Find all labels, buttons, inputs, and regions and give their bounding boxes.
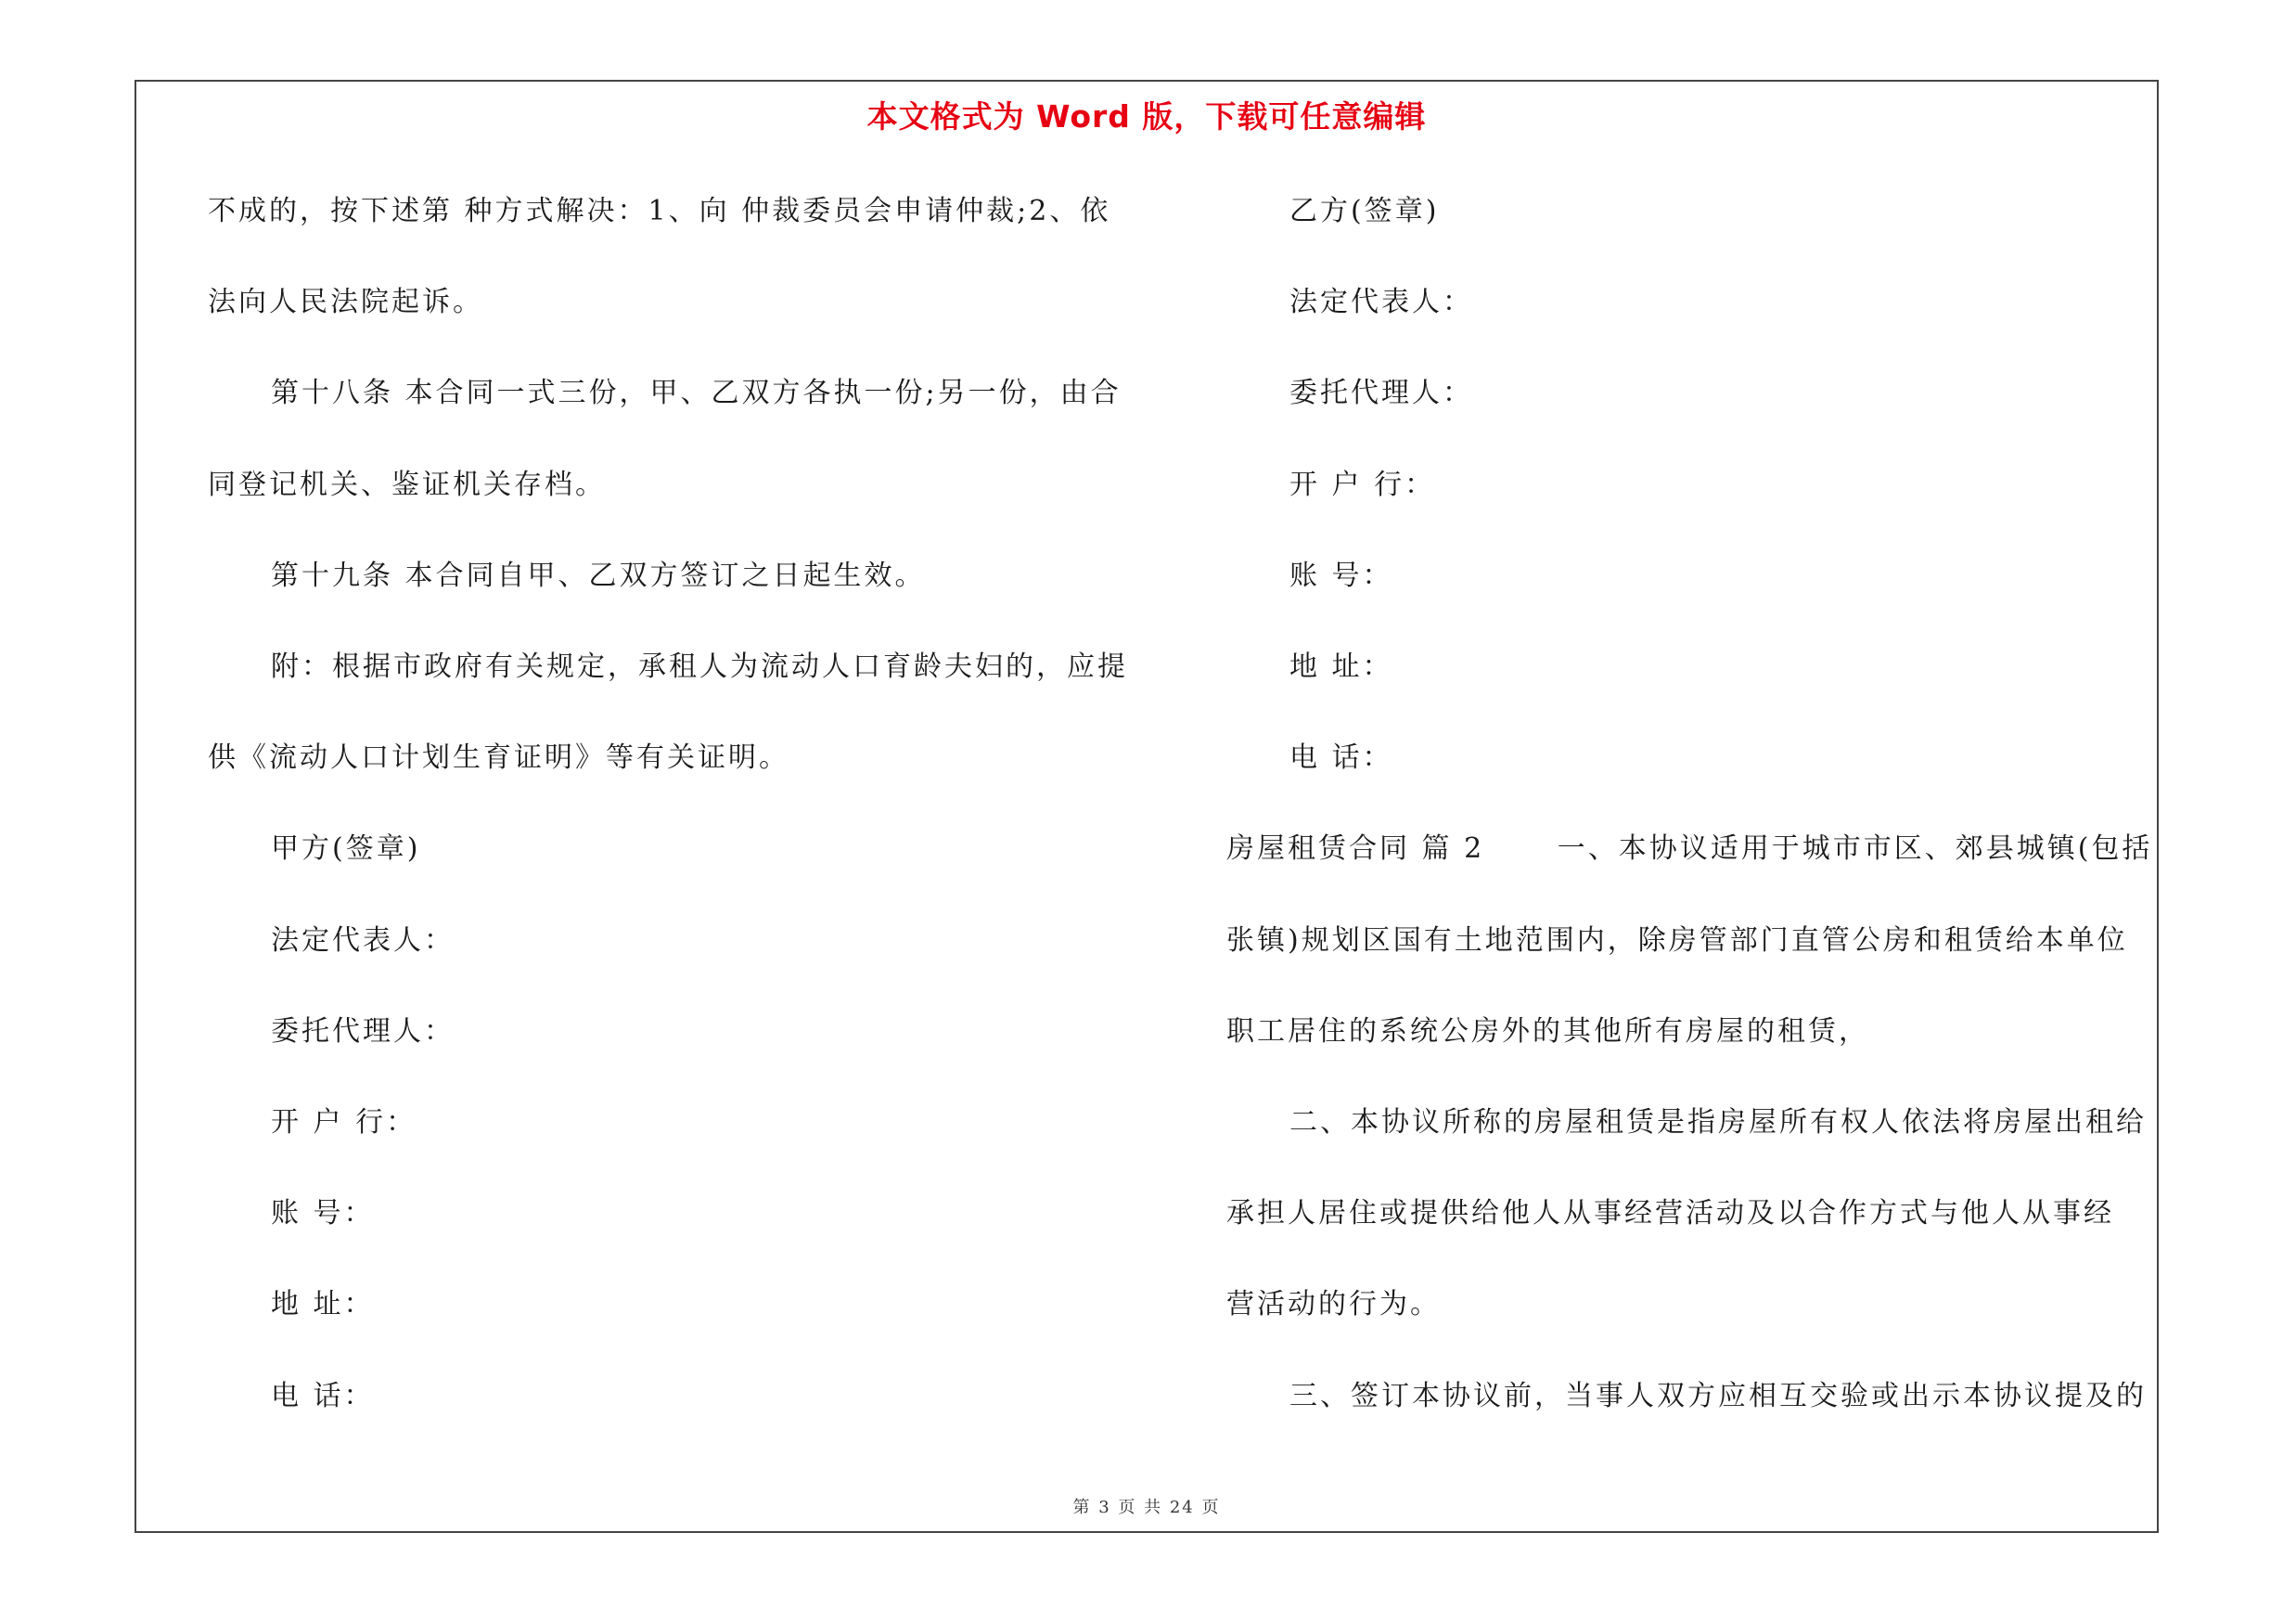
paragraph-line: 甲方(签章) <box>271 832 421 866</box>
page-frame <box>135 80 2159 1533</box>
paragraph-line: 供《流动人口计划生育证明》等有关证明。 <box>208 741 789 775</box>
paragraph-line: 开 户 行： <box>1289 468 1436 501</box>
paragraph-line: 账 号： <box>271 1197 375 1230</box>
paragraph-line: 委托代理人： <box>1289 377 1473 410</box>
paragraph-line: 第十九条 本合同自甲、乙双方签订之日起生效。 <box>271 559 926 592</box>
paragraph-line: 电 话： <box>271 1379 375 1412</box>
paragraph-line: 职工居住的系统公房外的其他所有房屋的租赁， <box>1226 1014 1869 1048</box>
paragraph-line: 三、签订本协议前，当事人双方应相互交验或出示本协议提及的 <box>1289 1379 2147 1412</box>
paragraph-line: 开 户 行： <box>271 1106 417 1139</box>
paragraph-line: 法向人民法院起诉。 <box>208 286 483 319</box>
paragraph-line: 委托代理人： <box>271 1014 455 1048</box>
paragraph-line: 地 址： <box>1289 650 1393 683</box>
paragraph-line: 地 址： <box>271 1288 375 1321</box>
paragraph-line: 账 号： <box>1289 559 1393 592</box>
paragraph-line: 张镇)规划区国有土地范围内，除房管部门直管公房和租赁给本单位 <box>1226 923 2128 957</box>
paragraph-line: 法定代表人： <box>1289 286 1473 319</box>
paragraph-line: 附：根据市政府有关规定，承租人为流动人口育龄夫妇的，应提 <box>271 650 1128 683</box>
paragraph-line: 第十八条 本合同一式三份，甲、乙双方各执一份;另一份，由合 <box>271 377 1122 410</box>
paragraph-line: 承担人居住或提供给他人从事经营活动及以合作方式与他人从事经 <box>1226 1197 2114 1230</box>
banner-notice: 本文格式为 Word 版，下载可任意编辑 <box>866 98 1427 135</box>
paragraph-line: 不成的，按下述第 种方式解决：1、向 仲裁委员会申请仲裁;2、依 <box>208 195 1111 227</box>
paragraph-line: 电 话： <box>1289 741 1393 775</box>
page-footer: 第 3 页 共 24 页 <box>1072 1498 1221 1517</box>
paragraph-line: 二、本协议所称的房屋租赁是指房屋所有权人依法将房屋出租给 <box>1289 1106 2147 1139</box>
paragraph-line: 同登记机关、鉴证机关存档。 <box>208 468 606 501</box>
paragraph-line: 乙方(签章) <box>1289 195 1440 227</box>
paragraph-line: 房屋租赁合同 篇 2 一、本协议适用于城市市区、郊县城镇(包括 <box>1226 832 2153 866</box>
paragraph-line: 营活动的行为。 <box>1226 1288 1441 1321</box>
paragraph-line: 法定代表人： <box>271 923 455 957</box>
